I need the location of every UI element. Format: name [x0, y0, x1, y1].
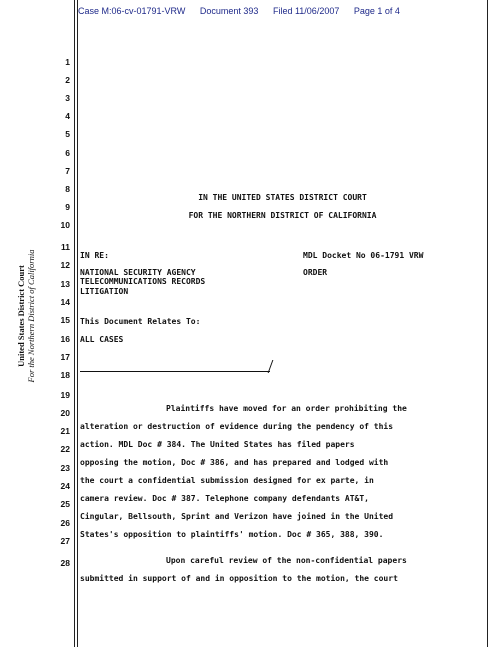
- line-number: 11: [61, 242, 70, 252]
- filed-date: Filed 11/06/2007: [272, 6, 340, 16]
- line-number: 18: [60, 370, 70, 380]
- line-number: 12: [60, 260, 70, 270]
- caption-slash: [268, 360, 274, 373]
- line-number: 17: [60, 352, 70, 362]
- case-header: [78, 6, 412, 16]
- line-number: 9: [65, 202, 70, 212]
- docket-number: MDL Docket No 06-1791 VRW: [303, 251, 424, 260]
- line-number: 10: [60, 220, 70, 230]
- party-line-3: LITIGATION: [80, 287, 129, 296]
- line-number: 22: [60, 444, 70, 454]
- order-label: ORDER: [303, 268, 328, 277]
- line-number: 8: [65, 184, 70, 194]
- line-number: 19: [60, 390, 70, 400]
- body-line-19: Plaintiffs have moved for an order prohibiting the: [166, 404, 407, 413]
- line-number: 7: [65, 166, 70, 176]
- body-line-23: the court a confidential submission designed for ex parte, in: [80, 476, 374, 485]
- line-number: 5: [65, 129, 70, 139]
- page-indicator: Page 1 of 4: [353, 6, 400, 16]
- line-number: 4: [65, 111, 70, 121]
- line-number: 3: [65, 93, 70, 103]
- line-number: 16: [60, 334, 70, 344]
- party-line-1: NATIONAL SECURITY AGENCY: [80, 268, 196, 277]
- line-number: 26: [60, 518, 70, 528]
- party-line-2: TELECOMMUNICATIONS RECORDS: [80, 277, 206, 286]
- body-line-22: opposing the motion, Doc # 386, and has prepared and lodged with: [80, 458, 389, 467]
- body-line-20: alteration or destruction of evidence during the pendency of this: [80, 422, 394, 431]
- line-number: 1: [65, 57, 70, 67]
- court-district-title: FOR THE NORTHERN DISTRICT OF CALIFORNIA: [188, 211, 377, 220]
- document-number: Document 393: [199, 6, 259, 16]
- line-number: 21: [60, 426, 70, 436]
- line-number: 28: [60, 558, 70, 568]
- line-number: 23: [60, 463, 70, 473]
- in-re-label: IN RE:: [80, 251, 109, 260]
- line-number: 20: [60, 408, 70, 418]
- line-number: 6: [65, 148, 70, 158]
- line-number: 13: [60, 279, 70, 289]
- left-margin-rule-inner: [77, 0, 78, 647]
- court-sidebar-label: [16, 250, 36, 383]
- body-line-26: States's opposition to plaintiffs' motion. Doc # 365, 388, 390.: [80, 530, 384, 539]
- court-district: For the Northern District of California: [26, 249, 36, 383]
- line-number: 27: [60, 536, 70, 546]
- right-margin-rule: [487, 0, 488, 647]
- line-number: 24: [60, 481, 70, 491]
- body-line-28: submitted in support of and in opposition to the motion, the court: [80, 574, 398, 583]
- left-margin-rule: [74, 0, 75, 647]
- court-title: IN THE UNITED STATES DISTRICT COURT: [198, 193, 367, 202]
- line-number: 25: [60, 499, 70, 509]
- caption-rule: [80, 371, 270, 372]
- line-number: 2: [65, 75, 70, 85]
- court-name: United States District Court: [16, 265, 26, 367]
- line-number: 15: [60, 315, 70, 325]
- all-cases: ALL CASES: [80, 335, 124, 344]
- body-line-24: camera review. Doc # 387. Telephone company defendants AT&T,: [80, 494, 369, 503]
- line-number: 14: [60, 297, 70, 307]
- body-line-27: Upon careful review of the non-confidential papers: [166, 556, 407, 565]
- body-line-25: Cingular, Bellsouth, Sprint and Verizon have joined in the United: [80, 512, 394, 521]
- relates-to: This Document Relates To:: [80, 317, 201, 326]
- body-line-21: action. MDL Doc # 384. The United States has filed papers: [80, 440, 355, 449]
- case-number: Case M:06-cv-01791-VRW: [78, 6, 186, 16]
